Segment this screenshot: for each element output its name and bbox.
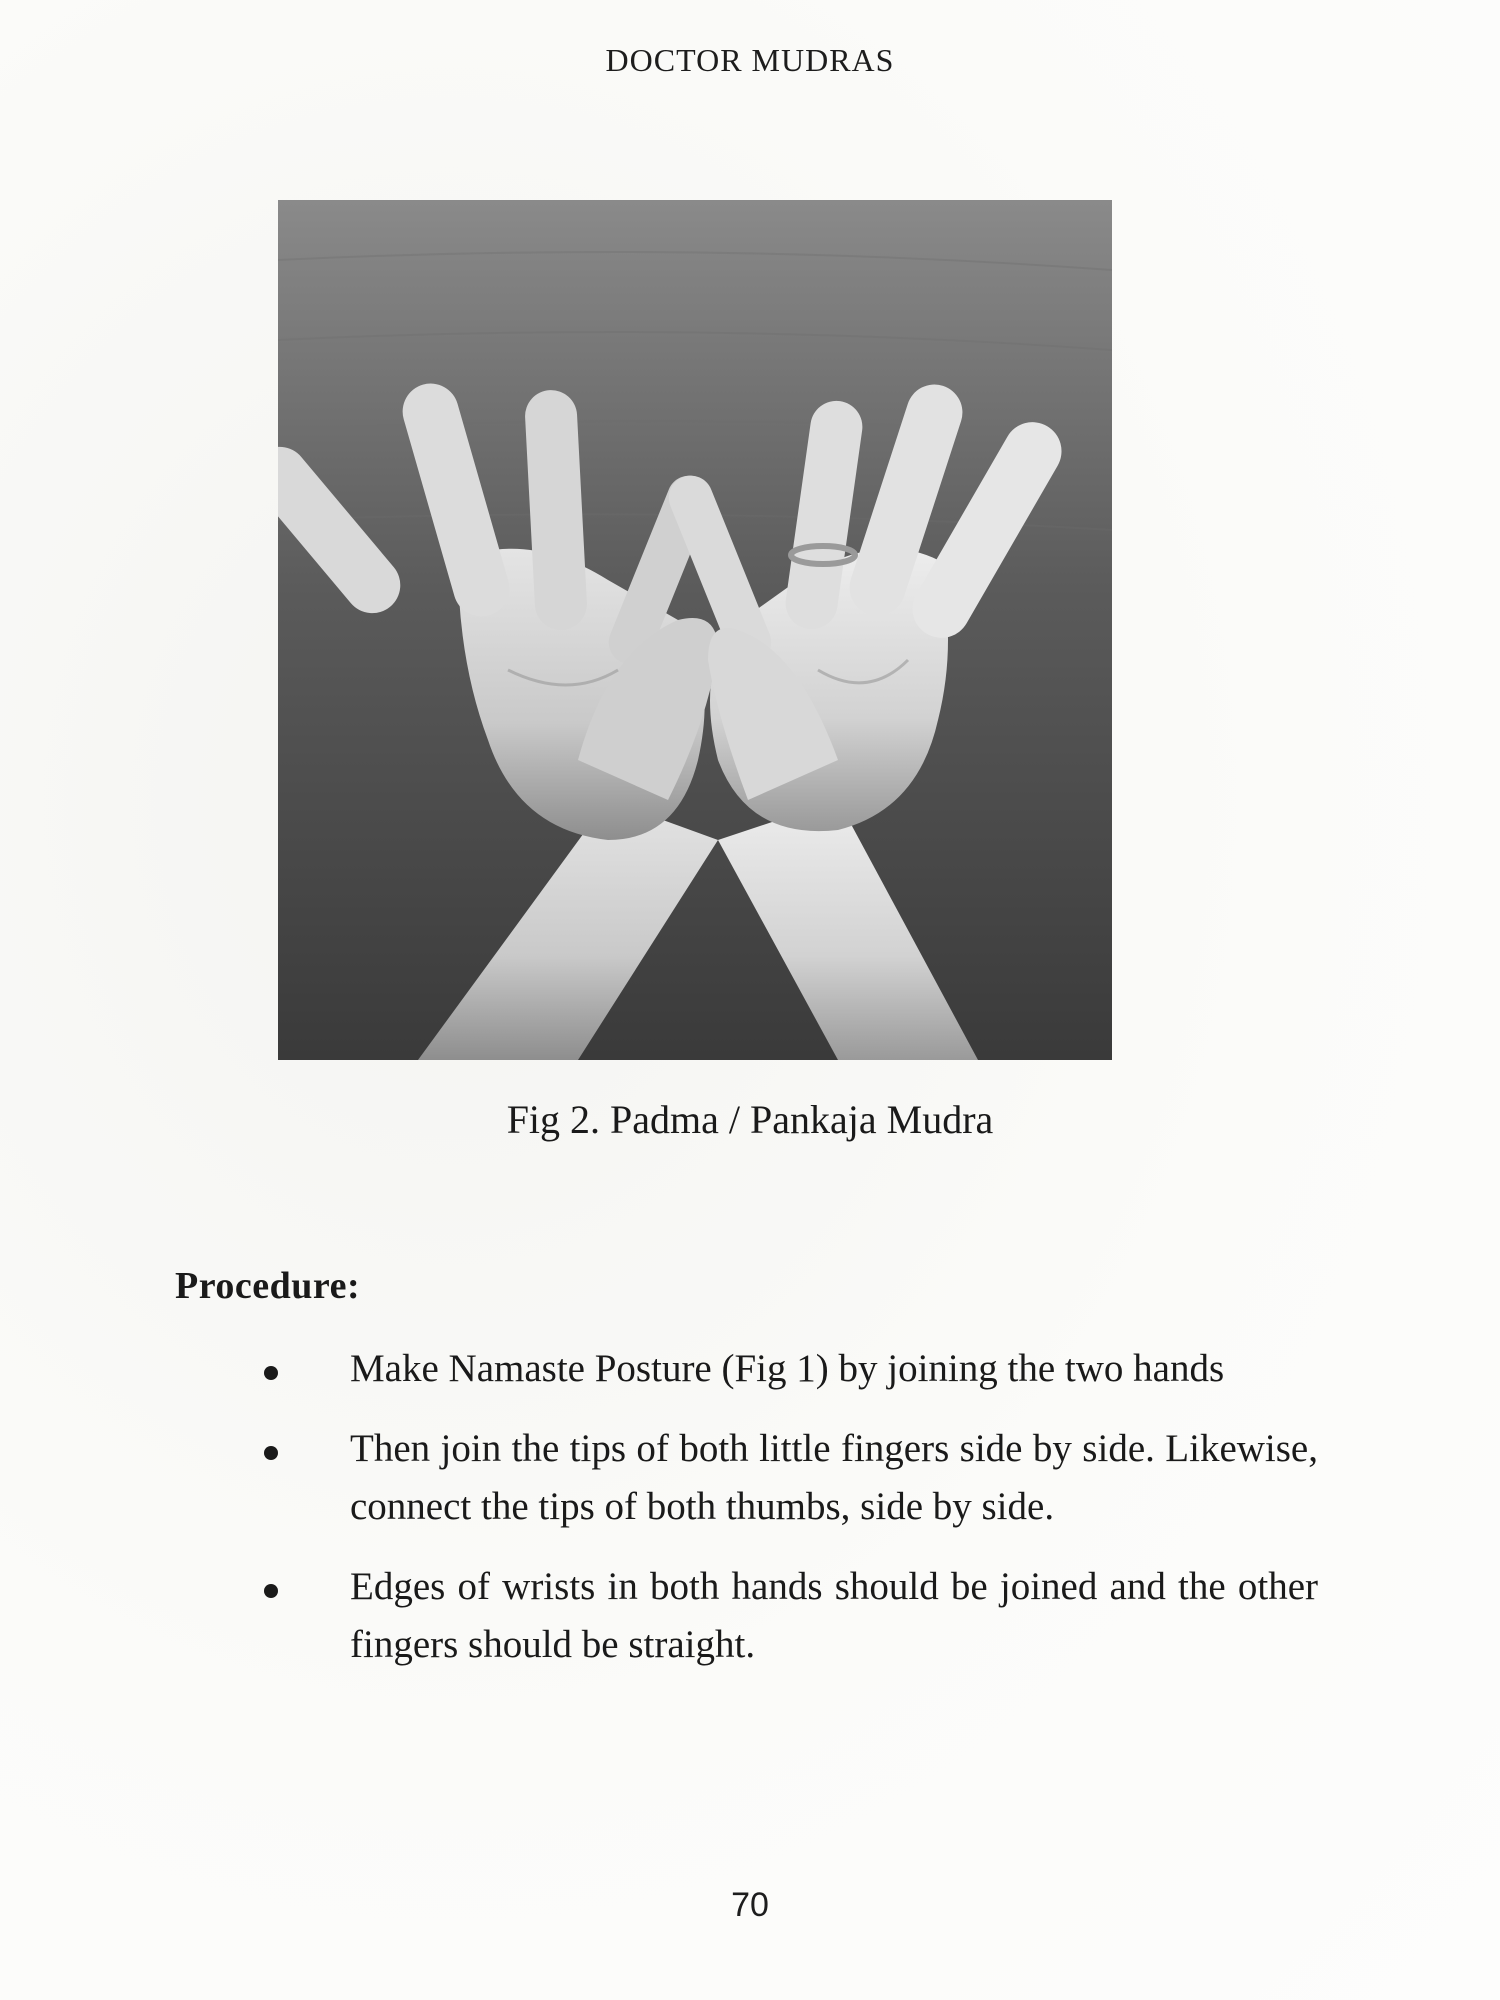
list-item [258, 1558, 1318, 1674]
bullet-icon [264, 1366, 278, 1380]
step-text: Then join the tips of both little fingers side by side. Likewise, connect the tips of both thumbs, side by side. [350, 1427, 1318, 1528]
bullet-icon [264, 1584, 278, 1598]
running-title: DOCTOR MUDRAS [605, 42, 895, 78]
procedure-steps [258, 1340, 1318, 1696]
procedure-heading: Procedure: [175, 1265, 361, 1307]
page-number: 70 [731, 1886, 769, 1924]
step-text: Edges of wrists in both hands should be joined and the other fingers should be straight. [350, 1565, 1318, 1666]
list-item [258, 1340, 1318, 1398]
mudra-photo [278, 200, 1112, 1060]
list-item [258, 1420, 1318, 1536]
step-text: Make Namaste Posture (Fig 1) by joining the two hands [350, 1347, 1225, 1390]
figure-caption: Fig 2. Padma / Pankaja Mudra [506, 1097, 994, 1142]
bullet-icon [264, 1446, 278, 1460]
hands-photo-icon [278, 200, 1112, 1060]
